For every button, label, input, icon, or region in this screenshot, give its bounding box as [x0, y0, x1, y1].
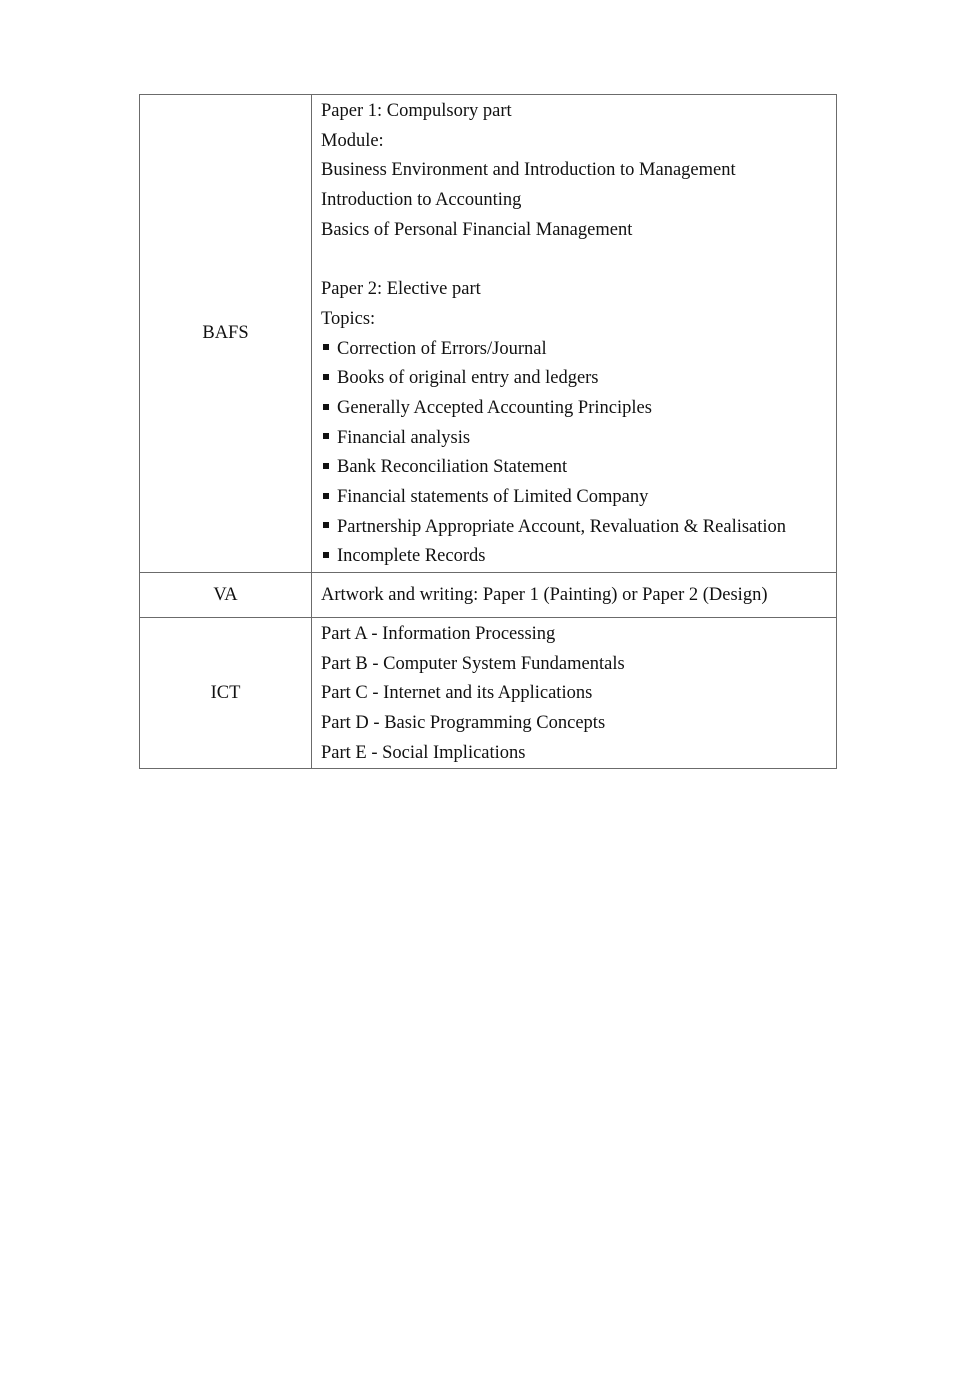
- module-label: Module:: [321, 130, 384, 151]
- topic-text: Generally Accepted Accounting Principles: [337, 397, 652, 418]
- topic-item: [321, 513, 836, 543]
- square-bullet-icon: [323, 404, 329, 410]
- content-cell-ict: [312, 618, 837, 769]
- topic-item: [321, 364, 836, 394]
- topic-item: [321, 453, 836, 483]
- syllabus-table: [139, 94, 837, 769]
- table-row-bafs: [140, 95, 837, 573]
- topic-text: Books of original entry and ledgers: [337, 368, 599, 389]
- module-item: Introduction to Accounting: [321, 190, 522, 211]
- square-bullet-icon: [323, 433, 329, 439]
- content-cell-bafs: [312, 95, 837, 573]
- table-row-ict: [140, 618, 837, 769]
- topic-item: [321, 335, 836, 365]
- ict-part-item: Part E - Social Implications: [321, 742, 526, 763]
- square-bullet-icon: [323, 463, 329, 469]
- content-cell-va: Artwork and writing: Paper 1 (Painting) or Paper 2 (Design): [312, 573, 837, 618]
- topic-text: Financial statements of Limited Company: [337, 486, 649, 507]
- topic-text: Bank Reconciliation Statement: [337, 457, 568, 478]
- paper2-heading: Paper 2: Elective part: [321, 279, 481, 300]
- module-item: Basics of Personal Financial Management: [321, 219, 633, 240]
- topics-label: Topics:: [321, 308, 376, 329]
- topic-item: [321, 424, 836, 454]
- ict-part-item: Part C - Internet and its Applications: [321, 683, 593, 704]
- square-bullet-icon: [323, 493, 329, 499]
- topic-text: Incomplete Records: [337, 546, 486, 567]
- topic-text: Correction of Errors/Journal: [337, 338, 547, 359]
- topic-text: Partnership Appropriate Account, Revaluation & Realisation: [337, 516, 787, 537]
- ict-part-item: Part D - Basic Programming Concepts: [321, 713, 606, 734]
- topic-text: Financial analysis: [337, 427, 471, 448]
- table-row-va: [140, 573, 837, 618]
- module-item: Business Environment and Introduction to Management: [321, 160, 736, 181]
- topic-item: [321, 483, 836, 513]
- subject-cell-va: VA: [140, 573, 312, 618]
- square-bullet-icon: [323, 374, 329, 380]
- square-bullet-icon: [323, 522, 329, 528]
- topic-item: [321, 394, 836, 424]
- square-bullet-icon: [323, 552, 329, 558]
- paper1-heading: Paper 1: Compulsory part: [321, 101, 512, 121]
- ict-part-item: Part A - Information Processing: [321, 624, 556, 644]
- subject-cell-ict: ICT: [140, 618, 312, 769]
- subject-cell-bafs: BAFS: [140, 95, 312, 573]
- topic-item: [321, 542, 836, 572]
- ict-part-item: Part B - Computer System Fundamentals: [321, 653, 625, 674]
- square-bullet-icon: [323, 344, 329, 350]
- blank-line: [321, 245, 836, 275]
